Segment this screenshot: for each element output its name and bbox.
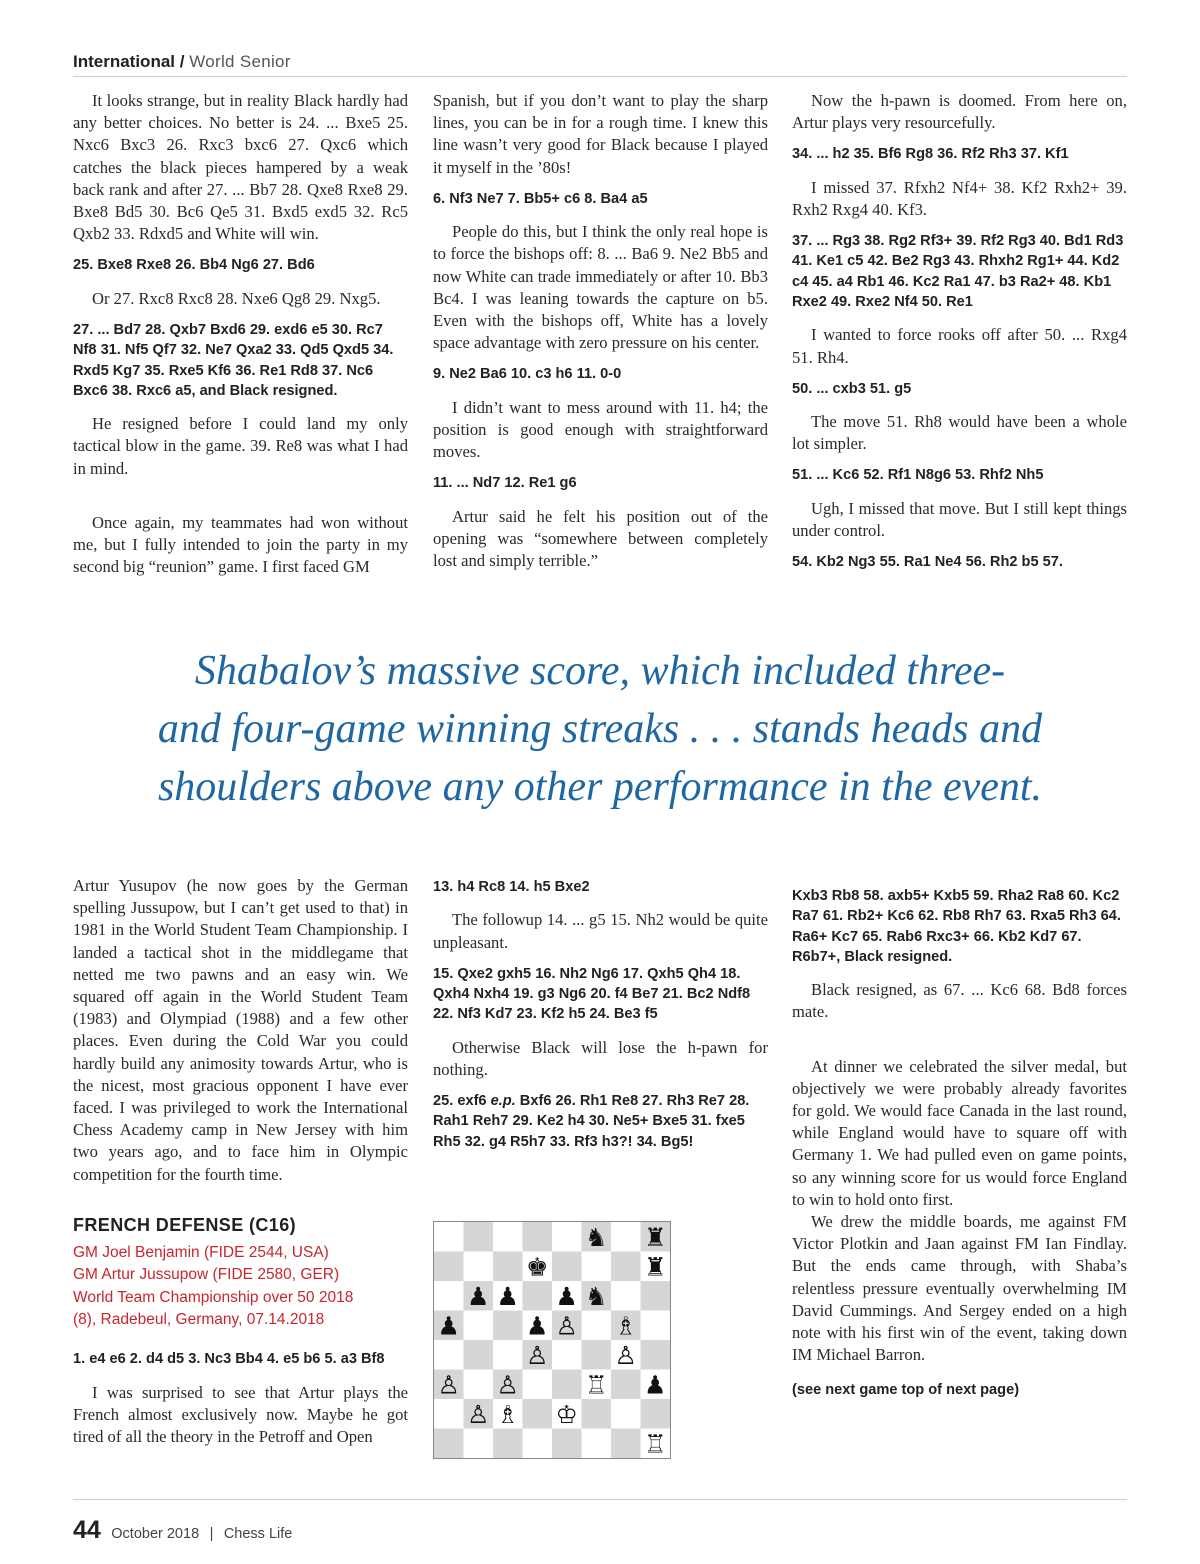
board-square [434,1222,464,1252]
en-passant-abbrev: e.p. [490,1093,516,1109]
bottom-column-1 [73,875,408,1458]
white-pawn-piece: ♙ [437,1370,460,1400]
move-text: 37. ... Rg3 38. Rg2 Rf3+ 39. Rf2 Rg3 40. Bd1 Rd3 41. Ke1 c5 42. Be2 Rg3 43. Rhxh2 Rg1+ 44. Kd2 c4 45. a4 Rb1 46. Kc2 Ra1 47. b3 Ra2+ 48. Kb1 Rxe2 49. Rxe2 Nf4 50. Re1 [792,233,1124,310]
black-king-piece: ♚ [526,1252,549,1282]
pull-quote [110,642,1090,816]
white-rook-piece: ♖ [644,1429,667,1458]
move-text: 11. ... Nd7 12. Re1 g6 [433,475,577,492]
move-text: 54. Kb2 Ng3 55. Ra1 Ne4 56. Rh2 b5 57. [792,554,1063,571]
board-square [493,1222,523,1252]
board-square [552,1252,582,1282]
header-subsection: World Senior [189,52,291,71]
board-square [464,1222,494,1252]
board-square [611,1370,641,1400]
move-text [433,1091,768,1152]
board-square [523,1222,553,1252]
board-square [523,1429,553,1459]
paragraph: We drew the middle boards, me against FM Victor Plotkin and Jaan against FM Ian Findlay. But the ends came through, with Shaba’s relentless pressure eventually overwhelming IM David Cummings. And Sergey ended on a high note with his first win of the event, taking down IM Michael Barron. [792,1212,1127,1365]
black-pawn-piece: ♟ [555,1281,578,1311]
board-square [641,1399,671,1429]
board-square [582,1429,612,1459]
paragraph: I was surprised to see that Artur plays the French almost exclusively now. Maybe he got tired of all the theory in the Petroff and Open [73,1382,408,1446]
board-square [464,1429,494,1459]
board-square [552,1370,582,1400]
paragraph: Spanish, but if you don’t want to play the sharp lines, you can be in for a rough time. I knew this line wasn’t very good for Black because I played it myself in the ’80s! [433,91,768,177]
black-pawn-piece: ♟ [526,1311,549,1341]
board-square [493,1311,523,1341]
board-square [611,1252,641,1282]
board-square [641,1311,671,1341]
board-square [493,1429,523,1459]
paragraph: At dinner we celebrated the silver medal, but objectively we were probably already favorites for gold. We would face Canada in the last round, while England would have to square off with Germany 1. We had pulled even on game points, so any winning score for us would force England to win to hold onto first. [792,1056,1127,1209]
bottom-column-2 [433,877,768,1164]
board-square [552,1222,582,1252]
header-section: International [73,52,176,71]
paragraph: Now the h-pawn is doomed. From here on, Artur plays very resourcefully. [792,91,1127,133]
board-square [611,1222,641,1252]
pull-quote-line: and four-game winning streaks . . . stands heads and [157,706,1043,752]
board-square [523,1370,553,1400]
footer-divider: | [209,1526,214,1542]
move-text: 51. ... Kc6 52. Rf1 N8g6 53. Rhf2 Nh5 [792,467,1044,484]
paragraph: Ugh, I missed that move. But I still kept things under control. [792,498,1127,540]
pull-quote-line: shoulders above any other performance in the event. [157,764,1043,810]
paragraph: Or 27. Rxc8 Rxc8 28. Nxe6 Qg8 29. Nxg5. [92,288,381,308]
paragraph: I didn’t want to mess around with 11. h4; the position is good enough with straightforward moves. [433,397,768,462]
board-square [464,1340,494,1370]
bottom-column-3 [792,886,1127,1413]
chess-diagram [433,1221,671,1459]
board-square [611,1399,641,1429]
board-square [493,1340,523,1370]
top-column-2 [433,90,768,582]
black-pawn-piece: ♟ [496,1281,519,1311]
board-square [434,1252,464,1282]
paragraph: I wanted to force rooks off after 50. ... Rxg4 51. Rh4. [792,325,1127,367]
board-square [552,1340,582,1370]
move-text: 27. ... Bd7 28. Qxb7 Bxd6 29. exd6 e5 30. Rc7 Nf8 31. Nf5 Qf7 32. Ne7 Qxa2 33. Qd5 Qxd5 34. Rxd5 Kg7 35. Rxe5 Kf6 36. Re1 Rd8 37. Nc6 Bxc6 38. Rxc6 a5, and Black resigned. [73,321,394,399]
move-text: 50. ... cxb3 51. g5 [792,380,912,397]
paragraph: I missed 37. Rfxh2 Nf4+ 38. Kf2 Rxh2+ 39. Rxh2 Rxg4 40. Kf3. [792,177,1127,219]
footer-magazine: Chess Life [223,1526,293,1542]
board-square [641,1340,671,1370]
white-bishop-piece: ♗ [496,1399,519,1429]
header-rule [73,76,1127,77]
black-pawn-piece: ♟ [437,1311,460,1341]
board-square [523,1281,553,1311]
board-square [464,1311,494,1341]
board-square [641,1281,671,1311]
board-square [464,1252,494,1282]
board-square [582,1311,612,1341]
game-place-date: (8), Radebeul, Germany, 07.14.2018 [73,1310,325,1328]
black-rook-piece: ♜ [644,1222,667,1252]
move-text: 13. h4 Rc8 14. h5 Bxe2 [433,879,590,895]
board-square [552,1429,582,1459]
paragraph: He resigned before I could land my only tactical blow in the game. 39. Re8 was what I had in mind. [73,414,408,478]
move-text: 15. Qxe2 gxh5 16. Nh2 Ng6 17. Qxh5 Qh4 18. Qxh4 Nxh4 19. g3 Ng6 20. f4 Be7 21. Bc2 Ndf8 22. Nf3 Kd7 23. Kf2 h5 24. Be3 f5 [433,965,751,1023]
paragraph: Artur said he felt his position out of the opening was “somewhere between completely lost and simply terrible.” [433,506,768,570]
move-text: Kxb3 Rb8 58. axb5+ Kxb5 59. Rha2 Ra8 60. Kc2 Ra7 61. Rb2+ Kc6 62. Rb8 Rh7 63. Rxa5 Rh3 64. Ra6+ Kc7 65. Rab6 Rxc3+ 66. Kb2 Kd7 67. R6b7+, Black resigned. [792,888,1121,965]
white-bishop-piece: ♗ [614,1311,637,1341]
white-pawn-piece: ♙ [467,1399,490,1429]
paragraph: Otherwise Black will lose the h-pawn for nothing. [433,1037,768,1079]
paragraph: People do this, but I think the only real hope is to force the bishops off: 8. ... Ba6 9. Ne2 Bb5 and now White can trade immediately or after 10. Bb3 Bc4. I was leaning towards the capture on b5. Even with the bishops off, White has a lovely space advantage with zero pressure on his center. [433,222,768,353]
board-square [434,1399,464,1429]
white-pawn-piece: ♙ [555,1311,578,1341]
pull-quote-line: Shabalov’s massive score, which included three- [194,648,1006,694]
black-pawn-piece: ♟ [467,1281,490,1311]
board-square [434,1429,464,1459]
game-black-player: GM Artur Jussupow (FIDE 2580, GER) [73,1266,340,1284]
game-heading: FRENCH DEFENSE (C16) [73,1214,297,1235]
paragraph: Once again, my teammates had won without me, but I fully intended to join the party in my second big “reunion” game. I first faced GM [73,512,408,577]
board-square [464,1370,494,1400]
move-text: (see next game top of next page) [792,1382,1020,1399]
game-event: World Team Championship over 50 2018 [73,1288,354,1306]
footer-issue: October 2018 [111,1526,200,1542]
footer [73,1516,292,1545]
black-knight-piece: ♞ [585,1222,608,1252]
paragraph: The followup 14. ... g5 15. Nh2 would be quite unpleasant. [433,910,768,952]
page-number: 44 [73,1516,101,1544]
white-king-piece: ♔ [555,1399,578,1429]
black-pawn-piece: ♟ [644,1370,667,1400]
move-text: 1. e4 e6 2. d4 d5 3. Nc3 Bb4 4. e5 b6 5. a3 Bf8 [73,1351,385,1368]
board-square [434,1340,464,1370]
board-square [611,1281,641,1311]
black-rook-piece: ♜ [644,1252,667,1282]
board-square [582,1340,612,1370]
footer-rule [73,1499,1127,1500]
chess-board-svg [434,1222,670,1458]
move-segment: 25. exf6 [433,1093,491,1109]
board-square [493,1252,523,1282]
white-pawn-piece: ♙ [526,1340,549,1370]
board-square [523,1399,553,1429]
white-pawn-piece: ♙ [496,1370,519,1400]
header-separator: / [179,52,185,71]
paragraph: Black resigned, as 67. ... Kc6 68. Bd8 forces mate. [792,980,1127,1022]
top-column-1 [73,90,408,588]
board-square [582,1399,612,1429]
paragraph: The move 51. Rh8 would have been a whole lot simpler. [792,412,1127,454]
running-header [73,52,1127,72]
board-square [611,1429,641,1459]
paragraph: Artur Yusupov (he now goes by the German spelling Jussupow, but I can’t get used to that) in 1981 in the World Student Team Championship. I landed a tactical shot in the middlegame that netted me two pawns and an easy win. We squared off again in the World Student Team (1983) and Olympiad (1988) and a few other places. Even during the Cold War you could hardly build any animosity towards Artur, who is the nicest, most gracious opponent I have ever faced. I was privileged to work the International Chess Academy camp in New Jersey with him two years ago, and to face him in Olympic competition for the fourth time. [73,876,408,1184]
move-text: 6. Nf3 Ne7 7. Bb5+ c6 8. Ba4 a5 [433,190,648,207]
white-pawn-piece: ♙ [614,1340,637,1370]
board-square [434,1281,464,1311]
white-rook-piece: ♖ [585,1370,608,1400]
move-text: 9. Ne2 Ba6 10. c3 h6 11. 0-0 [433,366,622,383]
game-white-player: GM Joel Benjamin (FIDE 2544, USA) [73,1244,329,1262]
paragraph: It looks strange, but in reality Black hardly had any better choices. No better is 24. ... Bxe5 25. Nxc6 Bxc3 26. Rxc3 bxc6 27. Qxc6 which catches the black pieces hampered by a weak back rank and after 27. ... Bb7 28. Qxe8 Rxe8 29. Bxe8 Bd5 30. Bc6 Qe5 31. Bxd5 exd5 32. Rc5 Qxb2 33. Rdxd5 and White will win. [73,91,408,244]
move-text: 34. ... h2 35. Bf6 Rg8 36. Rf2 Rh3 37. Kf1 [792,146,1069,163]
black-knight-piece: ♞ [585,1281,608,1311]
top-column-3 [792,90,1127,584]
move-segment: Bxf6 26. Rh1 Re8 27. Rh3 Re7 28. Rah1 Reh7 29. Ke2 h4 30. Ne5+ Bxe5 31. fxe5 Rh5 32. g4 R5h7 33. Rf3 h3?! 34. Bg5! [433,1093,750,1150]
board-square [582,1252,612,1282]
move-text: 25. Bxe8 Rxe8 26. Bb4 Ng6 27. Bd6 [73,257,315,274]
